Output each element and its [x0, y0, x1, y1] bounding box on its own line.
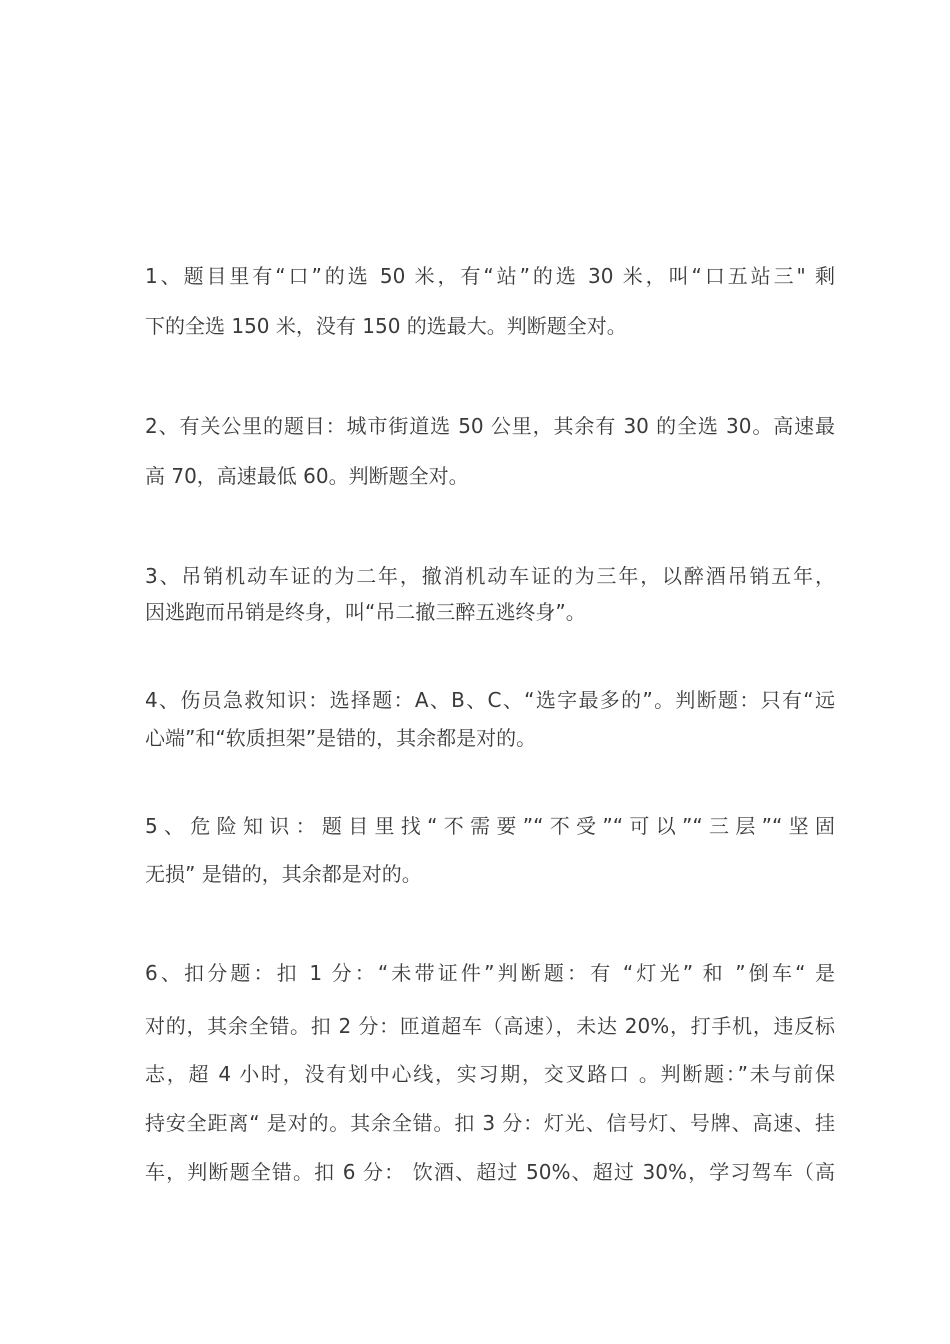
paragraph-line: 4、伤员急救知识：选择题：A、B、C、“选字最多的”。判断题：只有“远: [145, 688, 835, 712]
paragraph-line: 6、扣分题：扣 1 分：“未带证件”判断题：有 “灯光” 和 ”倒车“ 是: [145, 961, 835, 985]
paragraph-line: 对的，其余全错。扣 2 分：匝道超车（高速），未达 20%，打手机，违反标: [145, 1014, 835, 1038]
paragraph-line: 无损” 是错的，其余都是对的。: [145, 862, 422, 886]
paragraph-line: 3、吊销机动车证的为二年，撤消机动车证的为三年，以醉酒吊销五年，: [145, 564, 835, 588]
paragraph-line: 高 70，高速最低 60。判断题全对。: [145, 464, 469, 488]
paragraph-line: 志，超 4 小时，没有划中心线，实习期，交叉路口 。判断题：”未与前保: [145, 1062, 835, 1086]
paragraph-line: 因逃跑而吊销是终身，叫“吊二撤三醉五逃终身”。: [145, 600, 586, 624]
paragraph-line: 持安全距离“ 是对的。其余全错。扣 3 分：灯光、信号灯、号牌、高速、挂: [145, 1111, 835, 1135]
paragraph-line: 1、题目里有“口”的选 50 米，有“站”的选 30 米，叫“口五站三" 剩: [145, 264, 835, 288]
paragraph-line: 车，判断题全错。扣 6 分： 饮酒、超过 50%、超过 30%，学习驾车（高: [145, 1160, 835, 1184]
paragraph-line: 2、有关公里的题目：城市街道选 50 公里，其余有 30 的全选 30。高速最: [145, 414, 835, 438]
paragraph-line: 心端”和“软质担架”是错的，其余都是对的。: [145, 726, 537, 750]
paragraph-line: 下的全选 150 米，没有 150 的选最大。判断题全对。: [145, 314, 627, 338]
paragraph-line: 5、危险知识：题目里找“不需要”“不受”“可以”“三层”“坚固: [145, 814, 835, 838]
